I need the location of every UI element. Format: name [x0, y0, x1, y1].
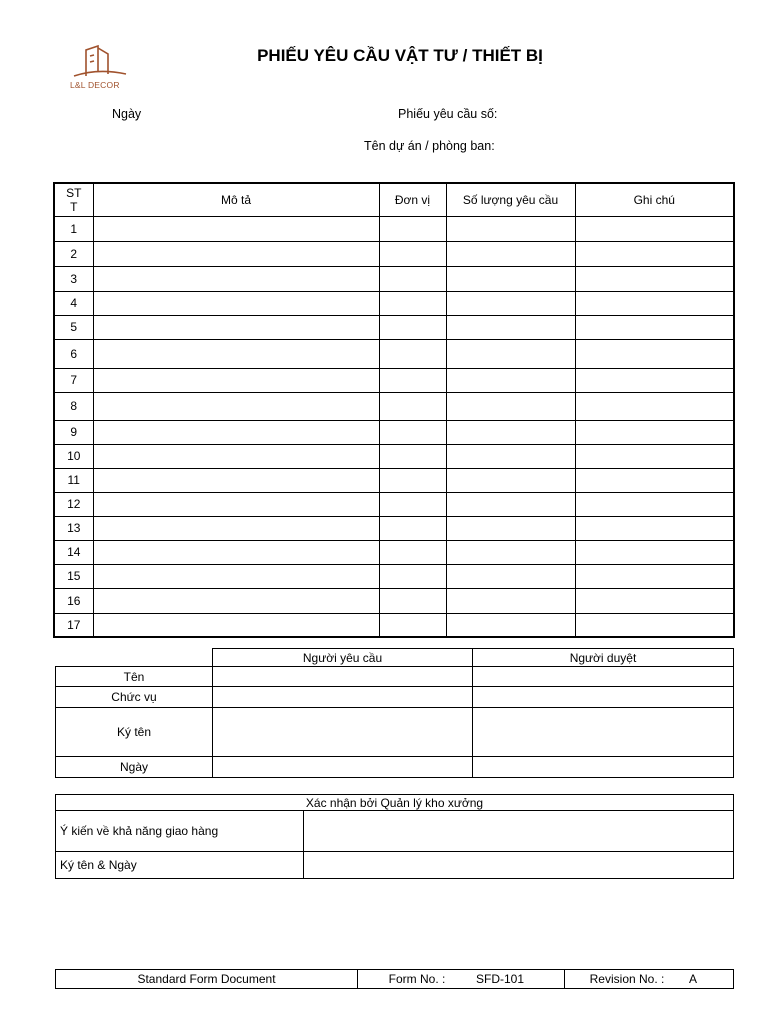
description-cell[interactable] [93, 216, 379, 241]
unit-cell[interactable] [379, 444, 446, 468]
quantity-cell[interactable] [446, 339, 575, 368]
company-logo [68, 44, 130, 92]
unit-cell[interactable] [379, 315, 446, 339]
row-number: 3 [54, 266, 93, 291]
requester-position-field[interactable] [213, 687, 473, 708]
table-row [54, 564, 734, 588]
description-cell[interactable] [93, 368, 379, 392]
row-number: 8 [54, 392, 93, 420]
request-number-label: Phiếu yêu cầu số: [398, 107, 498, 121]
row-number: 17 [54, 613, 93, 637]
table-row [54, 315, 734, 339]
approver-header: Người duyệt [473, 649, 734, 667]
warehouse-signature-field[interactable] [304, 852, 734, 879]
notes-cell[interactable] [575, 588, 734, 613]
unit-cell[interactable] [379, 588, 446, 613]
description-cell[interactable] [93, 492, 379, 516]
quantity-cell[interactable] [446, 291, 575, 315]
quantity-cell[interactable] [446, 540, 575, 564]
notes-cell[interactable] [575, 516, 734, 540]
header-notes: Ghi chú [575, 183, 734, 216]
quantity-cell[interactable] [446, 588, 575, 613]
unit-cell[interactable] [379, 420, 446, 444]
quantity-cell[interactable] [446, 420, 575, 444]
row-number: 6 [54, 339, 93, 368]
description-cell[interactable] [93, 468, 379, 492]
description-cell[interactable] [93, 564, 379, 588]
table-row [54, 444, 734, 468]
requester-header: Người yêu cầu [213, 649, 473, 667]
approver-date-field[interactable] [473, 757, 734, 778]
quantity-cell[interactable] [446, 315, 575, 339]
approval-corner [56, 649, 213, 667]
quantity-cell[interactable] [446, 492, 575, 516]
description-cell[interactable] [93, 315, 379, 339]
notes-cell[interactable] [575, 339, 734, 368]
unit-cell[interactable] [379, 392, 446, 420]
description-cell[interactable] [93, 588, 379, 613]
unit-cell[interactable] [379, 339, 446, 368]
quantity-cell[interactable] [446, 564, 575, 588]
notes-cell[interactable] [575, 368, 734, 392]
row-number: 9 [54, 420, 93, 444]
row-number: 14 [54, 540, 93, 564]
notes-cell[interactable] [575, 564, 734, 588]
approver-signature-field[interactable] [473, 708, 734, 757]
table-row [54, 492, 734, 516]
notes-cell[interactable] [575, 613, 734, 637]
description-cell[interactable] [93, 241, 379, 266]
row-number: 7 [54, 368, 93, 392]
notes-cell[interactable] [575, 468, 734, 492]
quantity-cell[interactable] [446, 613, 575, 637]
table-row [54, 540, 734, 564]
table-row [54, 613, 734, 637]
notes-cell[interactable] [575, 420, 734, 444]
table-row [54, 420, 734, 444]
quantity-cell[interactable] [446, 392, 575, 420]
notes-cell[interactable] [575, 216, 734, 241]
approval-row-label: Ngày [56, 757, 213, 778]
description-cell[interactable] [93, 444, 379, 468]
row-number: 11 [54, 468, 93, 492]
table-row [54, 291, 734, 315]
delivery-opinion-field[interactable] [304, 811, 734, 852]
notes-cell[interactable] [575, 266, 734, 291]
row-number: 16 [54, 588, 93, 613]
unit-cell[interactable] [379, 368, 446, 392]
unit-cell[interactable] [379, 540, 446, 564]
project-label: Tên dự án / phòng ban: [364, 139, 495, 153]
notes-cell[interactable] [575, 444, 734, 468]
warehouse-signature-label: Ký tên & Ngày [56, 852, 304, 879]
description-cell[interactable] [93, 420, 379, 444]
header-quantity: Số lượng yêu cầu [446, 183, 575, 216]
quantity-cell[interactable] [446, 266, 575, 291]
items-header-row [54, 183, 734, 216]
notes-cell[interactable] [575, 392, 734, 420]
unit-cell[interactable] [379, 216, 446, 241]
unit-cell[interactable] [379, 266, 446, 291]
description-cell[interactable] [93, 291, 379, 315]
delivery-opinion-label: Ý kiến về khả năng giao hàng [56, 811, 304, 852]
quantity-cell[interactable] [446, 468, 575, 492]
requester-signature-field[interactable] [213, 708, 473, 757]
quantity-cell[interactable] [446, 216, 575, 241]
table-row [54, 516, 734, 540]
description-cell[interactable] [93, 392, 379, 420]
notes-cell[interactable] [575, 492, 734, 516]
description-cell[interactable] [93, 516, 379, 540]
unit-cell[interactable] [379, 516, 446, 540]
table-row [54, 339, 734, 368]
quantity-cell[interactable] [446, 241, 575, 266]
table-row [54, 266, 734, 291]
unit-cell[interactable] [379, 468, 446, 492]
quantity-cell[interactable] [446, 368, 575, 392]
footer-table [55, 969, 734, 989]
description-cell[interactable] [93, 540, 379, 564]
footer-form-no-cell [358, 970, 565, 989]
header-stt: ST T [54, 183, 93, 216]
table-row [54, 368, 734, 392]
form-no-value: SFD-101 [476, 972, 525, 986]
row-number: 1 [54, 216, 93, 241]
notes-cell[interactable] [575, 291, 734, 315]
requester-date-field[interactable] [213, 757, 473, 778]
quantity-cell[interactable] [446, 444, 575, 468]
logo-text: L&L DECOR [70, 80, 120, 90]
table-row [54, 216, 734, 241]
approver-name-field[interactable] [473, 667, 734, 687]
unit-cell[interactable] [379, 291, 446, 315]
notes-cell[interactable] [575, 241, 734, 266]
page-title: PHIẾU YÊU CẦU VẬT TƯ / THIẾT BỊ [257, 46, 543, 65]
notes-cell[interactable] [575, 315, 734, 339]
warehouse-header: Xác nhận bởi Quản lý kho xưởng [56, 795, 734, 811]
revision-label: Revision No. : [589, 972, 665, 986]
row-number: 12 [54, 492, 93, 516]
approval-row-label: Tên [56, 667, 213, 687]
row-number: 5 [54, 315, 93, 339]
table-row [54, 588, 734, 613]
approval-row-label: Ký tên [56, 708, 213, 757]
approver-position-field[interactable] [473, 687, 734, 708]
unit-cell[interactable] [379, 492, 446, 516]
unit-cell[interactable] [379, 613, 446, 637]
form-no-label: Form No. : [388, 972, 446, 986]
row-number: 2 [54, 241, 93, 266]
row-number: 10 [54, 444, 93, 468]
quantity-cell[interactable] [446, 516, 575, 540]
unit-cell[interactable] [379, 564, 446, 588]
description-cell[interactable] [93, 613, 379, 637]
row-number: 13 [54, 516, 93, 540]
description-cell[interactable] [93, 339, 379, 368]
description-cell[interactable] [93, 266, 379, 291]
revision-value: A [689, 972, 698, 986]
requester-name-field[interactable] [213, 667, 473, 687]
notes-cell[interactable] [575, 540, 734, 564]
date-label: Ngày [112, 107, 142, 121]
header-unit: Đơn vị [379, 183, 446, 216]
row-number: 4 [54, 291, 93, 315]
logo-building-icon [68, 44, 130, 80]
unit-cell[interactable] [379, 241, 446, 266]
header-description: Mô tả [93, 183, 379, 216]
table-row [54, 392, 734, 420]
items-table [53, 182, 735, 638]
warehouse-confirmation-table [55, 794, 734, 879]
approval-table [55, 648, 734, 778]
table-row [54, 241, 734, 266]
footer-revision-cell [565, 970, 734, 989]
row-number: 15 [54, 564, 93, 588]
approval-row-label: Chức vụ [56, 687, 213, 708]
table-row [54, 468, 734, 492]
footer-doc-type: Standard Form Document [56, 970, 358, 989]
